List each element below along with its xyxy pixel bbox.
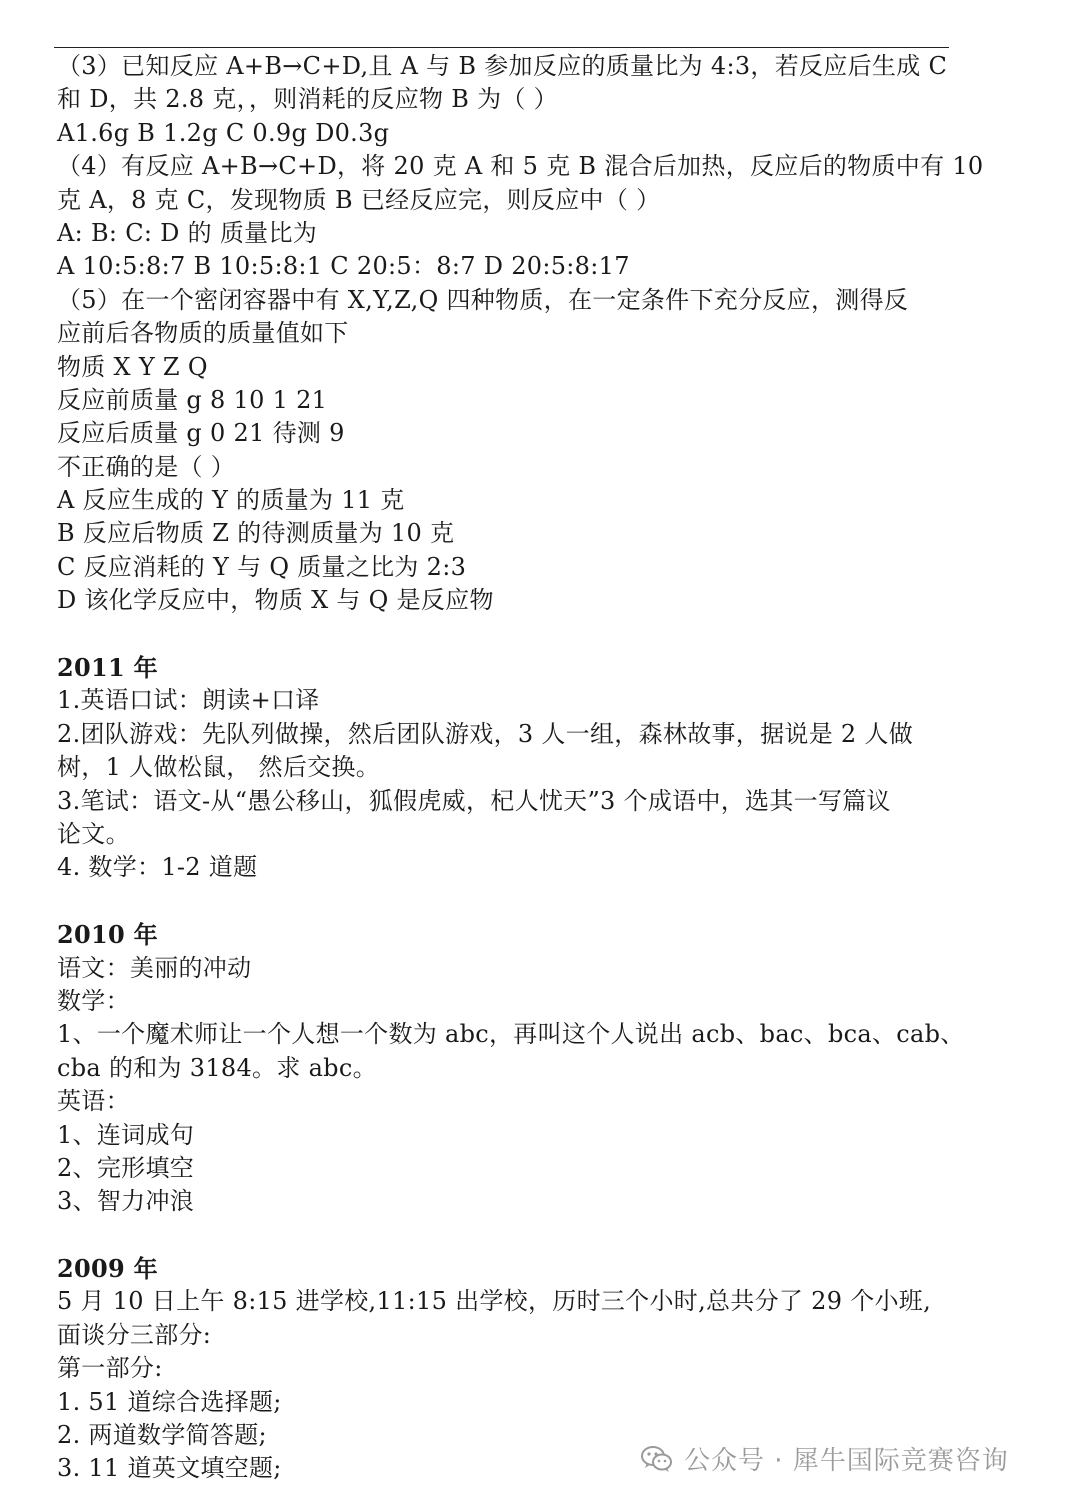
text-line: 克 A，8 克 C，发现物质 B 已经反应完，则反应中（ ） (57, 185, 661, 214)
text-line: 数学： (57, 986, 130, 1015)
text-line: C 反应消耗的 Y 与 Q 质量之比为 2:3 (57, 552, 467, 581)
text-line: 面谈分三部分: (57, 1320, 212, 1349)
text-line: 3. 11 道英文填空题; (57, 1454, 282, 1483)
text-line: 5 月 10 日上午 8:15 进学校,11:15 出学校，历时三个小时,总共分了 29 个小班, (57, 1287, 932, 1316)
text-line: 应前后各物质的质量值如下 (57, 319, 349, 348)
text-line: cba 的和为 3184。求 abc。 (57, 1053, 377, 1082)
top-rule (54, 47, 949, 48)
text-line: A 反应生成的 Y 的质量为 11 克 (57, 486, 405, 515)
text-line: 英语： (57, 1087, 130, 1116)
text-line: A1.6g B 1.2g C 0.9g D0.3g (57, 118, 390, 147)
text-line: D 该化学反应中，物质 X 与 Q 是反应物 (57, 586, 494, 615)
text-line: 3、智力冲浪 (57, 1187, 195, 1216)
text-line: 和 D，共 2.8 克，，则消耗的反应物 B 为（ ） (57, 85, 558, 114)
wechat-icon (640, 1442, 674, 1476)
text-line: 树，1 人做松鼠， 然后交换。 (57, 753, 381, 782)
text-line: 反应前质量 g 8 10 1 21 (57, 385, 328, 414)
text-line: 1.英语口试：朗读+口译 (57, 686, 320, 715)
blank-line (57, 618, 957, 651)
text-line: 2.团队游戏：先队列做操，然后团队游戏，3 人一组，森林故事，据说是 2 人做 (57, 719, 914, 748)
watermark (640, 1440, 1009, 1477)
text-line: B 反应后物质 Z 的待测质量为 10 克 (57, 519, 455, 548)
blank-line (57, 885, 957, 918)
text-line: 反应后质量 g 0 21 待测 9 (57, 419, 345, 448)
year-heading: 2010 年 (57, 920, 158, 950)
year-heading: 2009 年 (57, 1254, 158, 1284)
text-line: 3.笔试：语文-从“愚公移山，狐假虎威，杞人忧天”3 个成语中，选其一写篇议 (57, 786, 891, 815)
watermark-text: 公众号 · 犀牛国际竞赛咨询 (684, 1446, 1009, 1476)
text-line: 2、完形填空 (57, 1153, 195, 1182)
document-body (57, 50, 984, 1486)
text-line: 1、连词成句 (57, 1120, 195, 1149)
text-line: 第一部分: (57, 1354, 163, 1383)
text-line: 物质 X Y Z Q (57, 352, 208, 381)
blank-line (57, 1219, 957, 1252)
text-line: 1、一个魔术师让一个人想一个数为 abc，再叫这个人说出 acb、bac、bca、cab、 (57, 1020, 965, 1049)
text-line: 语文：美丽的冲动 (57, 953, 252, 982)
text-line: （3）已知反应 A+B→C+D,且 A 与 B 参加反应的质量比为 4:3，若反应后生成 C (57, 52, 948, 80)
text-line: 4. 数学：1-2 道题 (57, 853, 258, 882)
text-line: 不正确的是（ ） (57, 452, 236, 481)
text-line: （4）有反应 A+B→C+D，将 20 克 A 和 5 克 B 混合后加热，反应后的物质中有 10 (57, 152, 984, 181)
text-line: （5）在一个密闭容器中有 X,Y,Z,Q 四种物质，在一定条件下充分反应，测得反 (57, 285, 909, 314)
text-line: A: B: C: D 的 质量比为 (57, 218, 318, 247)
text-line: 2. 两道数学简答题; (57, 1421, 267, 1450)
text-line: 1. 51 道综合选择题; (57, 1387, 282, 1416)
year-heading: 2011 年 (57, 653, 158, 683)
text-line: A 10:5:8:7 B 10:5:8:1 C 20:5：8:7 D 20:5:8:17 (57, 252, 630, 281)
text-line: 论文。 (57, 819, 130, 848)
